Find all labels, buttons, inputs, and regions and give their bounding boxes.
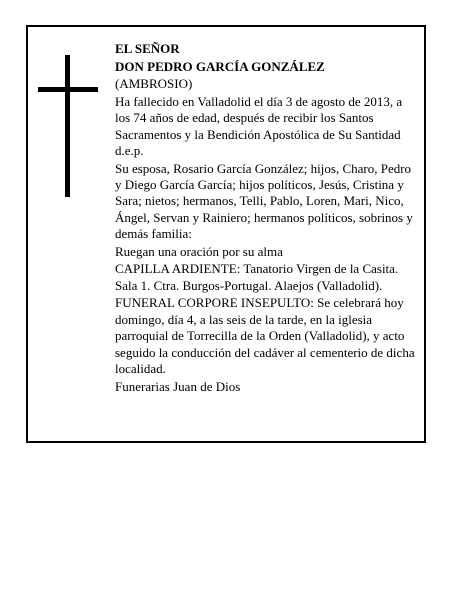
prayer-request: Ruegan una oración por su alma xyxy=(115,243,283,259)
cross-vertical-bar xyxy=(65,55,70,197)
death-announcement: Ha fallecido en Valladolid el día 3 de agosto de 2013, a los 74 años de edad, después de recibir los Santos Sacramentos y la Bendición Apostólica de Su Santidad d.e.p. xyxy=(115,93,403,158)
funeral-info: FUNERAL CORPORE INSEPULTO: Se celebrará hoy domingo, día 4, a las seis de la tarde, en la iglesia parroquial de Torrecilla de la Orden (Valladolid), y acto seguido la conducción del cadáver al cementerio de dicha localidad. xyxy=(115,295,415,377)
cross-horizontal-bar xyxy=(38,87,98,92)
deceased-nickname: (AMBROSIO) xyxy=(115,76,193,92)
deceased-name: DON PEDRO GARCÍA GONZÁLEZ xyxy=(115,58,325,74)
chapel-info: CAPILLA ARDIENTE: Tanatorio Virgen de la Casita. Sala 1. Ctra. Burgos-Portugal. Alaejos (Valladolid). xyxy=(115,261,399,293)
cross-icon xyxy=(38,55,98,197)
family-list: Su esposa, Rosario García González; hijos, Charo, Pedro y Diego García García; hijos políticos, Jesús, Cristina y Sara; nietos; hermanos, Telli, Pablo, Loren, Mari, Nico, Ángel, Servan y Rainiero; hermanos políticos, sobrinos y demás familia: xyxy=(115,160,413,242)
notice-text xyxy=(115,41,420,396)
funeral-home: Funerarias Juan de Dios xyxy=(115,378,241,394)
notice-heading: EL SEÑOR xyxy=(115,41,180,56)
obituary-notice xyxy=(26,25,426,443)
